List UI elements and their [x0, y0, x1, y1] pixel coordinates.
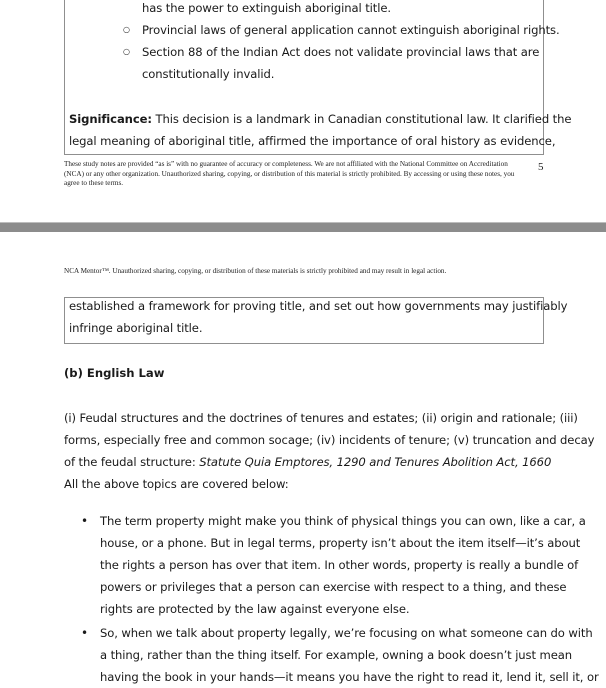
hollow-circle-bullet-icon: ○: [123, 47, 130, 56]
bullet-text: The term property might make you think of physical things you can own, like a car, a: [100, 514, 586, 528]
bullet-icon: •: [81, 626, 89, 640]
intro-text: forms, especially free and common socage; (iv) incidents of tenure; (v) truncation and decay: [64, 433, 595, 447]
bullet-text: house, or a phone. But in legal terms, property isn’t about the item itself—it’s about: [100, 536, 581, 550]
sub-bullet-text: constitutionally invalid.: [142, 67, 275, 81]
bullet-text: rights are protected by the law against everyone else.: [100, 602, 410, 616]
intro-text-plain: of the feudal structure:: [64, 455, 200, 469]
significance-text: This decision is a landmark in Canadian constitutional law. It clarified the: [151, 112, 572, 126]
significance-paragraph: [69, 108, 571, 130]
page-footer-disclaimer: These study notes are provided “as is” with no guarantee of accuracy or completeness. We are not affiliated with the National Committee on Accreditation (NCA) or any other organization. Unauthorized sharing, copying, or distribution of this material is strictly prohibited. By accessing or using these notes, you agree to these terms.: [64, 160, 515, 188]
section-heading-english-law: (b) English Law: [64, 366, 165, 380]
intro-text: [64, 451, 551, 473]
sub-bullet-continuation-text: has the power to extinguish aboriginal title.: [142, 1, 391, 15]
bullet-text: powers or privileges that a person can exercise with respect to a thing, and these: [100, 580, 567, 594]
significance-text: legal meaning of aboriginal title, affirmed the importance of oral history as evidence,: [69, 134, 556, 148]
hollow-circle-bullet-icon: ○: [123, 25, 130, 34]
significance-label: Significance:: [69, 112, 152, 126]
intro-text: All the above topics are covered below:: [64, 477, 289, 491]
bullet-text: having the book in your hands—it means you have the right to read it, lend it, sell it, or: [100, 670, 599, 684]
intro-text: (i) Feudal structures and the doctrines of tenures and estates; (ii) origin and rationale; (iii): [64, 411, 578, 425]
bullet-text: So, when we talk about property legally, we’re focusing on what someone can do with: [100, 626, 593, 640]
document-page-6: [0, 232, 606, 684]
bullet-text: a thing, rather than the thing itself. For example, owning a book doesn’t just mean: [100, 648, 573, 662]
box-text: infringe aboriginal title.: [69, 321, 203, 335]
bullet-icon: •: [81, 514, 89, 528]
sub-bullet-text: Provincial laws of general application cannot extinguish aboriginal rights.: [142, 23, 560, 37]
bullet-text: the rights a person has over that item. In other words, property is really a bundle of: [100, 558, 579, 572]
document-page-5: [0, 0, 606, 222]
box-text: established a framework for proving title, and set out how governments may justifiably: [69, 299, 568, 313]
page-number: 5: [538, 161, 544, 173]
page-separator: [0, 222, 606, 232]
statute-citations: Statute Quia Emptores, 1290 and Tenures Abolition Act, 1660: [199, 455, 552, 469]
page-header-notice: NCA Mentor™. Unauthorized sharing, copying, or distribution of these materials is strictly prohibited and may result in legal action.: [64, 267, 447, 275]
sub-bullet-text: Section 88 of the Indian Act does not validate provincial laws that are: [142, 45, 540, 59]
